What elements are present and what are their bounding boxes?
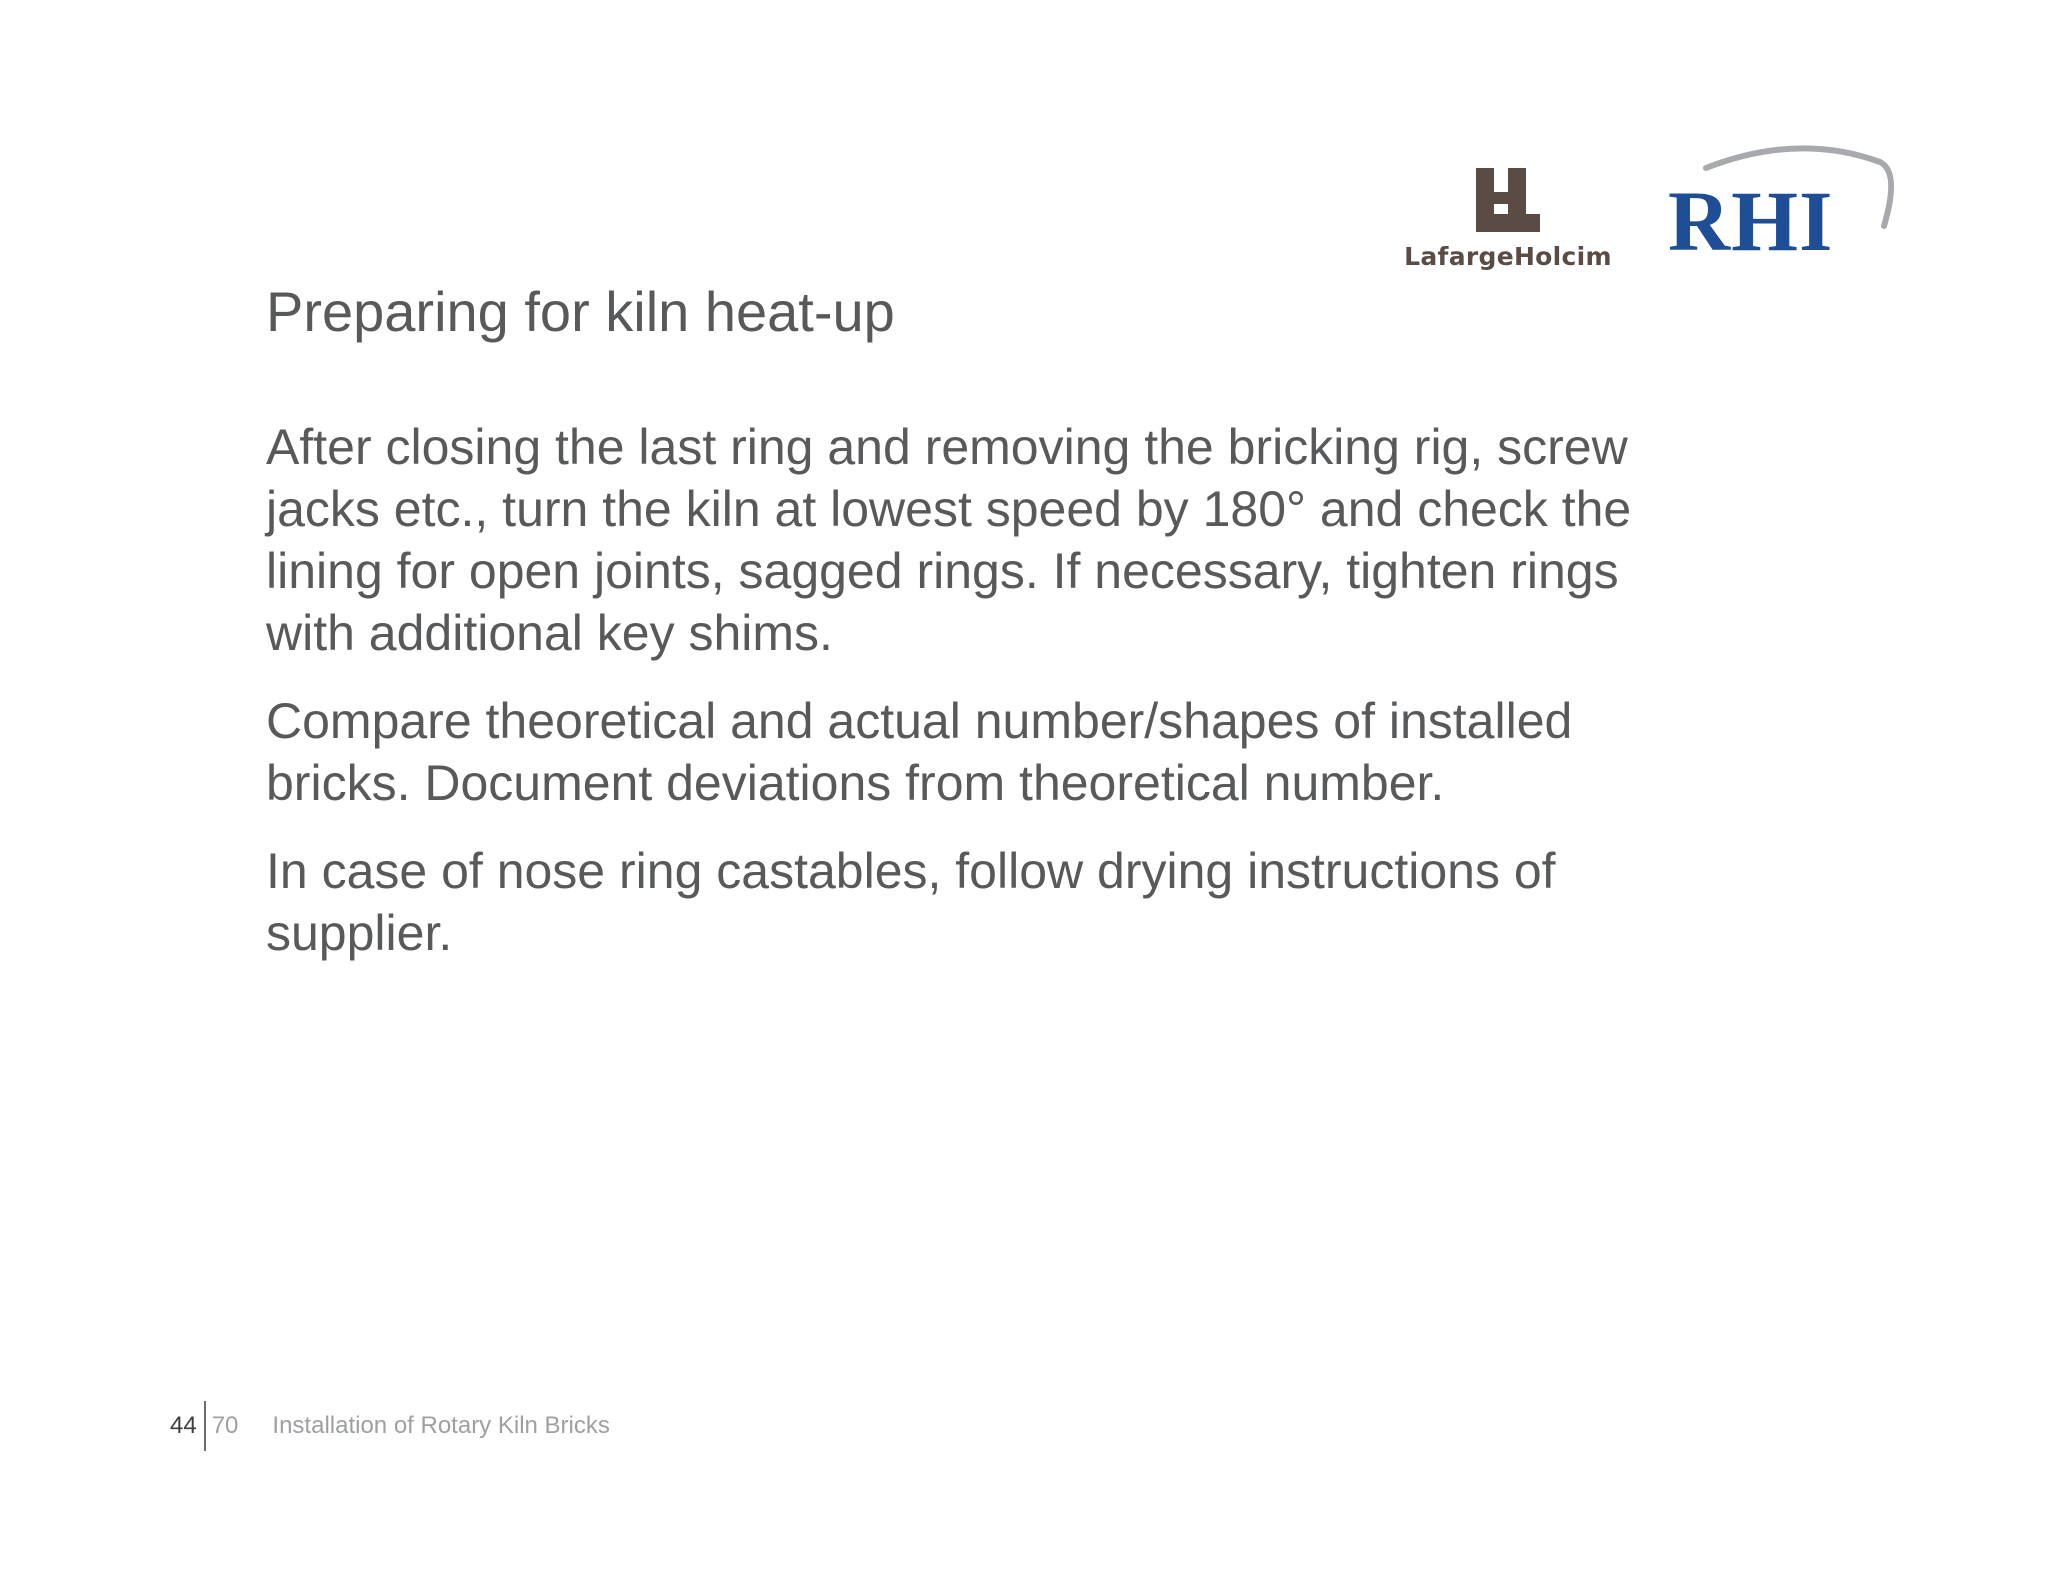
- lafargeholcim-logo: [1398, 168, 1618, 276]
- paragraph-1: After closing the last ring and removing the bricking rig, screw jacks etc., turn the kiln at lowest speed by 180° and check the lining for open joints, sagged rings. If necessary, tighten rings with additional key shims.: [266, 419, 1632, 661]
- page-title: Preparing for kiln heat-up: [266, 280, 895, 343]
- page-number: 44: [170, 1412, 197, 1439]
- paragraph-3: In case of nose ring castables, follow drying instructions of supplier.: [266, 843, 1556, 961]
- body-text: [266, 416, 1706, 990]
- rhi-wordmark: RHI: [1668, 173, 1834, 269]
- rhi-logo: [1668, 140, 1900, 270]
- paragraph-2: Compare theoretical and actual number/shapes of installed bricks. Document deviations from theoretical number.: [266, 693, 1573, 811]
- total-pages: 70: [211, 1412, 239, 1439]
- lafargeholcim-mark-icon: [1476, 168, 1540, 232]
- footer: [170, 1400, 610, 1452]
- document-title: Installation of Rotary Kiln Bricks: [272, 1412, 610, 1439]
- lafargeholcim-wordmark: LafargeHolcim: [1404, 242, 1612, 271]
